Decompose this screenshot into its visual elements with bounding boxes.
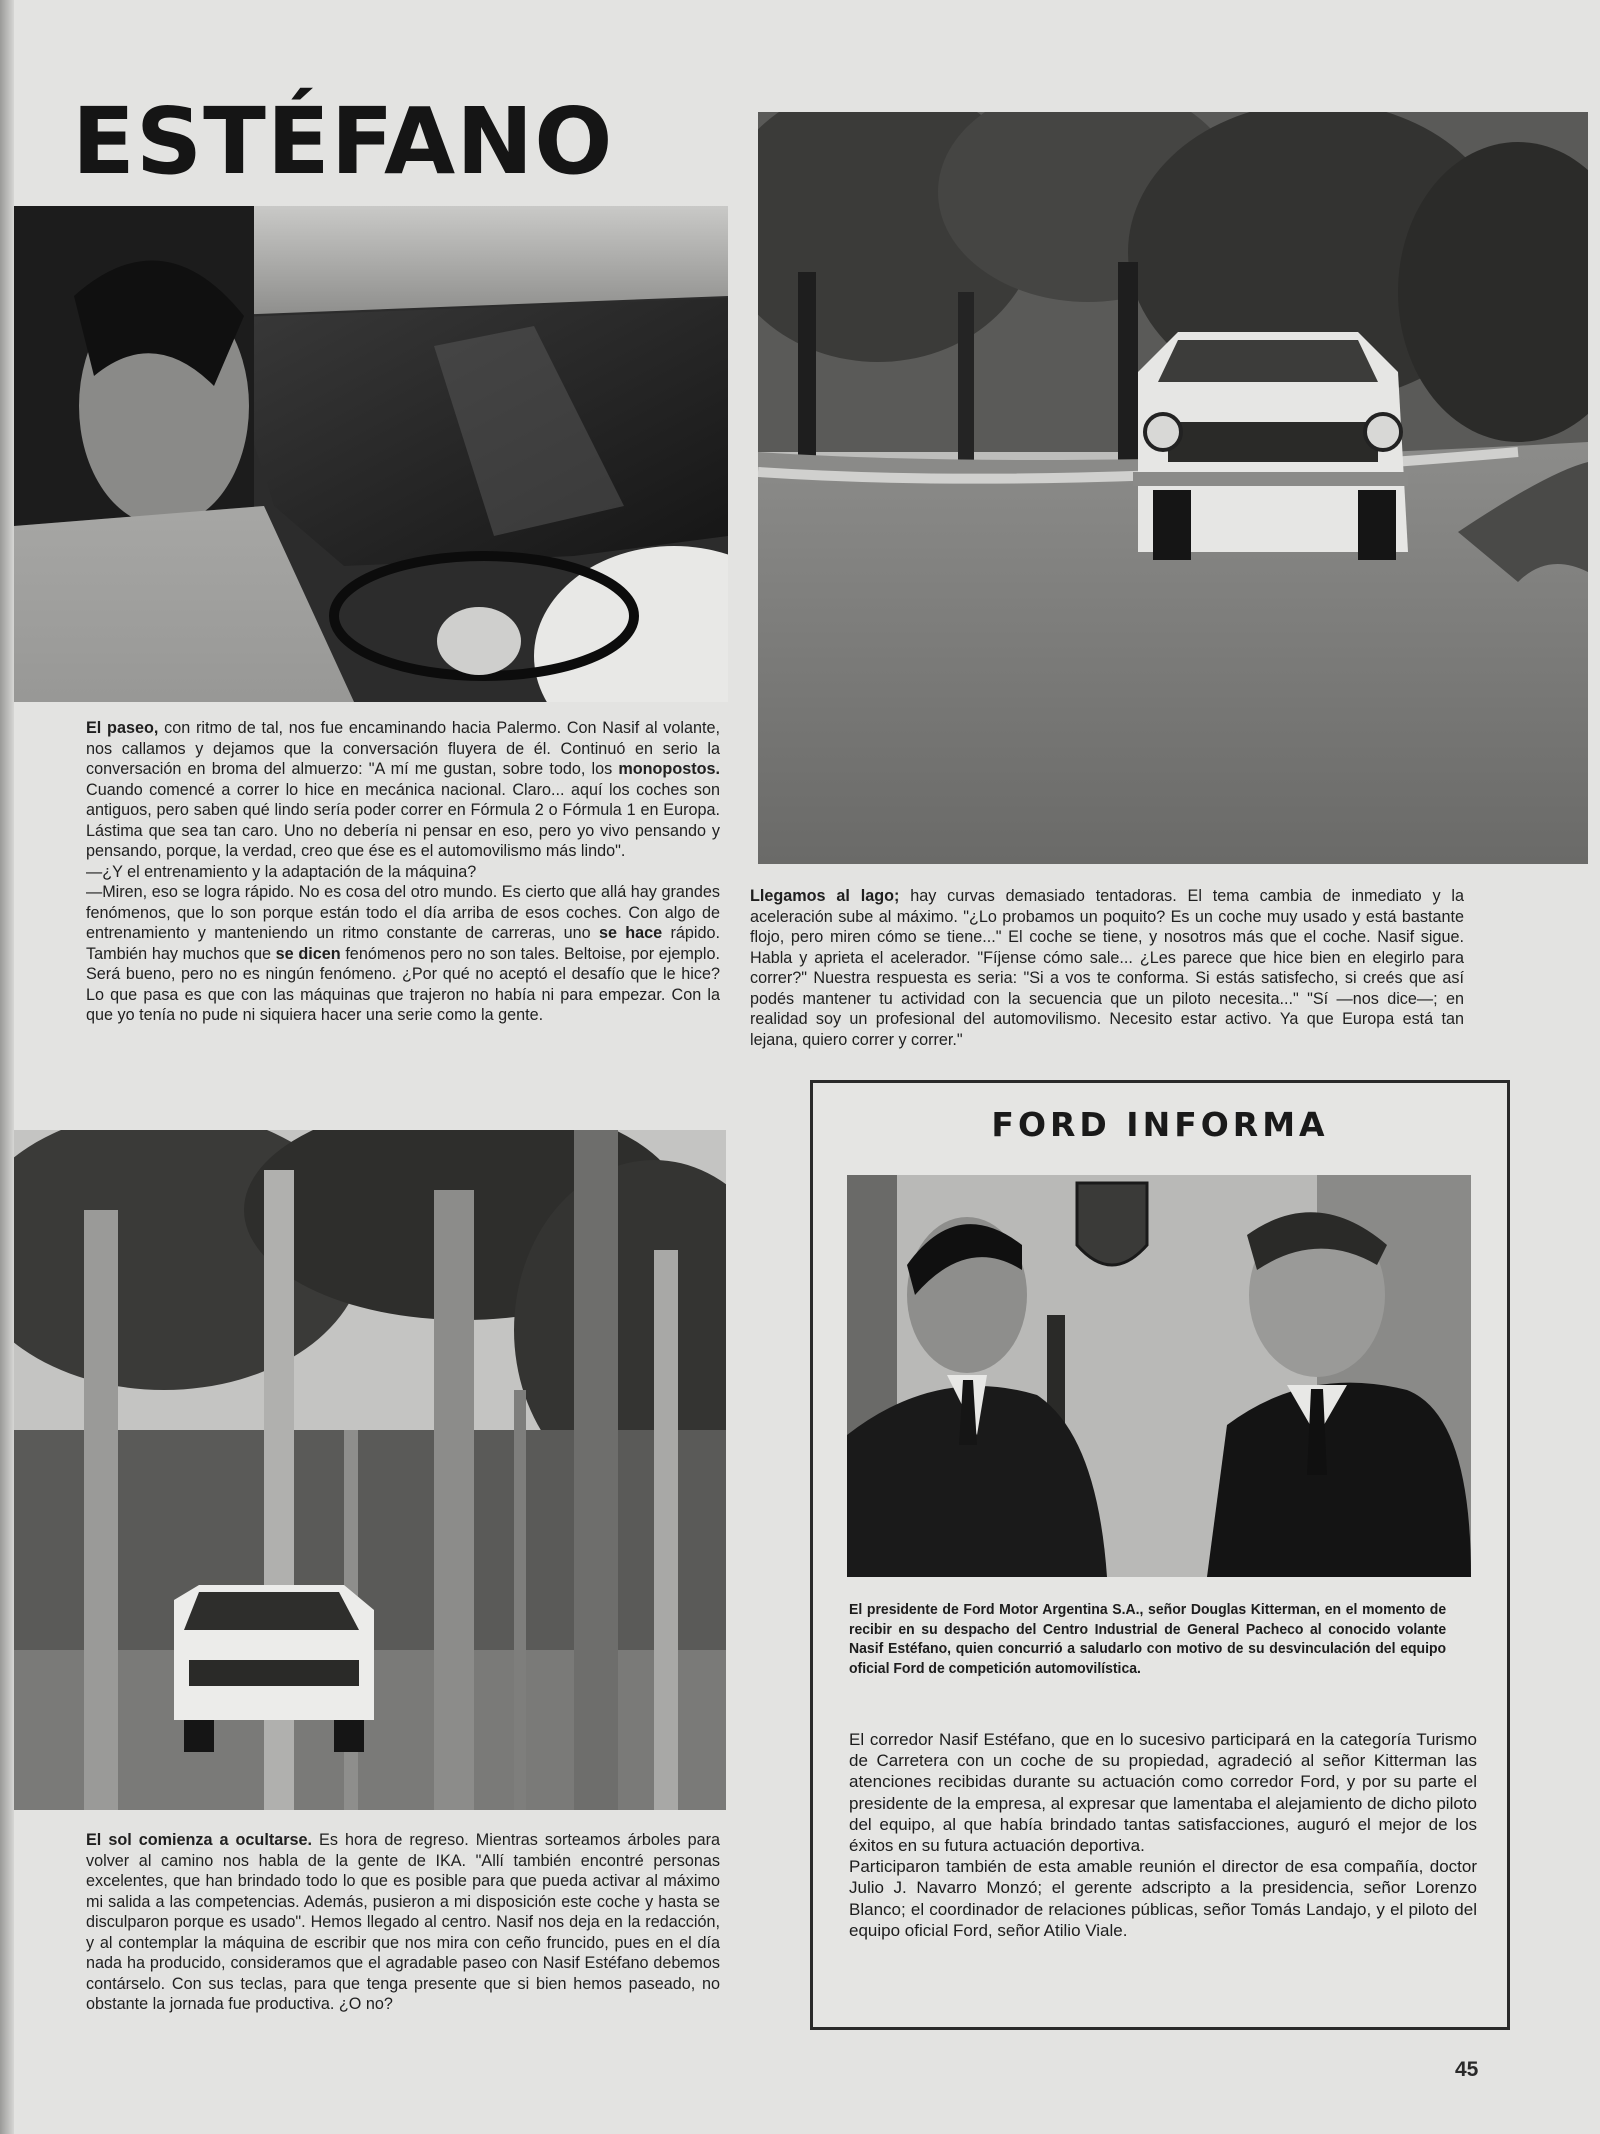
caption-llegamos-text: hay curvas demasiado tentadoras. El tema cambia de inmediato y la aceleración sube al máximo. "¿Lo probamos un poquito? Es un coche muy usado y está bastante flojo, pero miren cómo se tiene..." El coche se tiene, y nosotros más que el coche. Nasif sigue. Habla y aprieta el acelerador. "Fíjense cómo sale... ¿Les parece que hice bien en elegirlo para correr?" Nuestra respuesta es seria: "Si a vos te conforma. Si estás satisfecho, si creés que así podés mantener tu actividad con la secuencia que un piloto necesita..." "Sí —nos dice—; en realidad soy un profesional del automovilismo. Necesito estar activo. Ya que Europa está tan lejana, quiero correr y correr." xyxy=(750,887,1464,1049)
caption-el-paseo-bold-a: monopostos. xyxy=(618,760,720,778)
caption-el-paseo-p1 xyxy=(86,718,720,862)
caption-el-paseo-p3-bold-a: se hace xyxy=(598,924,663,942)
caption-el-paseo xyxy=(86,718,720,1026)
caption-el-sol-p1 xyxy=(86,1830,720,2015)
car-on-curve-photo xyxy=(758,112,1588,864)
caption-llegamos-lead: Llegamos al lago; xyxy=(750,887,900,905)
car-among-trees-photo xyxy=(14,1130,726,1810)
article-title: ESTÉFANO xyxy=(72,88,614,195)
caption-el-sol-text: Es hora de regreso. Mientras sorteamos árboles para volver al camino nos habla de la gente de IKA. "Allí también encontré personas excelentes, que han brindado todo lo que es posible para que pueda activar al máximo mi salida a las competencias. Además, pusieron a mi disposición este coche y hasta se disculparon porque es usado". Hemos llegado al centro. Nasif nos deja en la redacción, y al contemplar la máquina de escribir que nos mira con ceño fruncido, pues en el día nada ha producido, consideramos que el agradable paseo con Nasif Estéfano debemos contárselo. Con sus teclas, para que tenga presente que si bien hemos paseado, no obstante la jornada fue productiva. ¿O no? xyxy=(86,1831,720,2013)
caption-el-paseo-text-b: Cuando comencé a correr lo hice en mecánica nacional. Claro... aquí los coches son antiguos, pero saben qué lindo sería poder correr en Fórmula 2 o Fórmula 1 en Europa. Lástima que sea tan caro. Uno no debería ni pensar en eso, pero yo vivo pensando y pensando, porque, la verdad, creo que ése es el automovilismo más lindo". xyxy=(86,780,720,860)
ford-body-text xyxy=(849,1729,1477,1941)
caption-el-sol xyxy=(86,1830,720,2015)
caption-llegamos-al-lago xyxy=(750,886,1464,1050)
ford-body-paragraph-1: El corredor Nasif Estéfano, que en lo sucesivo participará en la categoría Turismo de Carretera con un coche de su propiedad, agradeció al señor Kitterman las atenciones recibidas durante su actuación como corredor Ford, y por su parte el presidente de la empresa, al expresar que lamentaba el alejamiento de dicho piloto del equipo, al que había brindado tantas satisfacciones, auguró el mejor de los éxitos en su futura actuación deportiva. xyxy=(849,1730,1477,1856)
caption-el-paseo-p3-c: fenómenos pero no son tales. Beltoise, por ejemplo. Será bueno, pero no es ningún fenómeno. ¿Por qué no aceptó el desafío que le hice? Lo que pasa es que con las máquinas que trajeron no había ni para empezar. Con la que yo tenía no pude ni siquiera hacer una serie como la gente. xyxy=(86,944,720,1024)
ford-informa-box xyxy=(810,1080,1510,2030)
caption-el-paseo-p3 xyxy=(86,882,720,1026)
caption-llegamos-p1 xyxy=(750,886,1464,1050)
page-edge-shadow xyxy=(0,0,14,2134)
caption-el-paseo-lead: El paseo, xyxy=(86,719,159,737)
caption-el-sol-lead: El sol comienza a ocultarse. xyxy=(86,1831,313,1849)
caption-el-paseo-p3-bold-b: se dicen xyxy=(275,944,341,963)
two-men-meeting-photo xyxy=(847,1175,1471,1577)
caption-el-paseo-p3-b: rápido. También hay muchos que xyxy=(86,924,721,963)
caption-el-paseo-text-a: con ritmo de tal, nos fue encaminando hacia Palermo. Con Nasif al volante, nos callamos y dejamos que la conversación fluyera de él. Continuó en serio la conversación en broma del almuerzo: "A mí me gustan, sobre todo, los xyxy=(86,719,721,778)
ford-photo-caption: El presidente de Ford Motor Argentina S.A., señor Douglas Kitterman, en el momento de recibir en su despacho del Centro Industrial de General Pacheco al conocido volante Nasif Estéfano, quien concurrió a saludarlo con motivo de su desvinculación del equipo oficial Ford de competición automovilística. xyxy=(849,1602,1447,1677)
ford-informa-heading: FORD INFORMA xyxy=(991,1105,1329,1144)
caption-el-paseo-p3-a: —Miren, eso se logra rápido. No es cosa del otro mundo. Es cierto que allá hay grandes fenómenos, que lo son porque están todo el día arriba de esos coches. Con algo de entrenamiento y manteniendo un ritmo constante de carreras, uno xyxy=(86,883,720,942)
driver-at-wheel-photo xyxy=(14,206,728,702)
page-number: 45 xyxy=(1455,2058,1479,2081)
caption-el-paseo-p2: —¿Y el entrenamiento y la adaptación de la máquina? xyxy=(86,862,477,881)
ford-body-paragraph-2: Participaron también de esta amable reunión el director de esa compañía, doctor Julio J. Navarro Monzó; el gerente adscripto a la presidencia, señor Lorenzo Blanco; el coordinador de relaciones públicas, señor Tomás Landajo, y el piloto del equipo oficial Ford, señor Atilio Viale. xyxy=(849,1857,1477,1940)
